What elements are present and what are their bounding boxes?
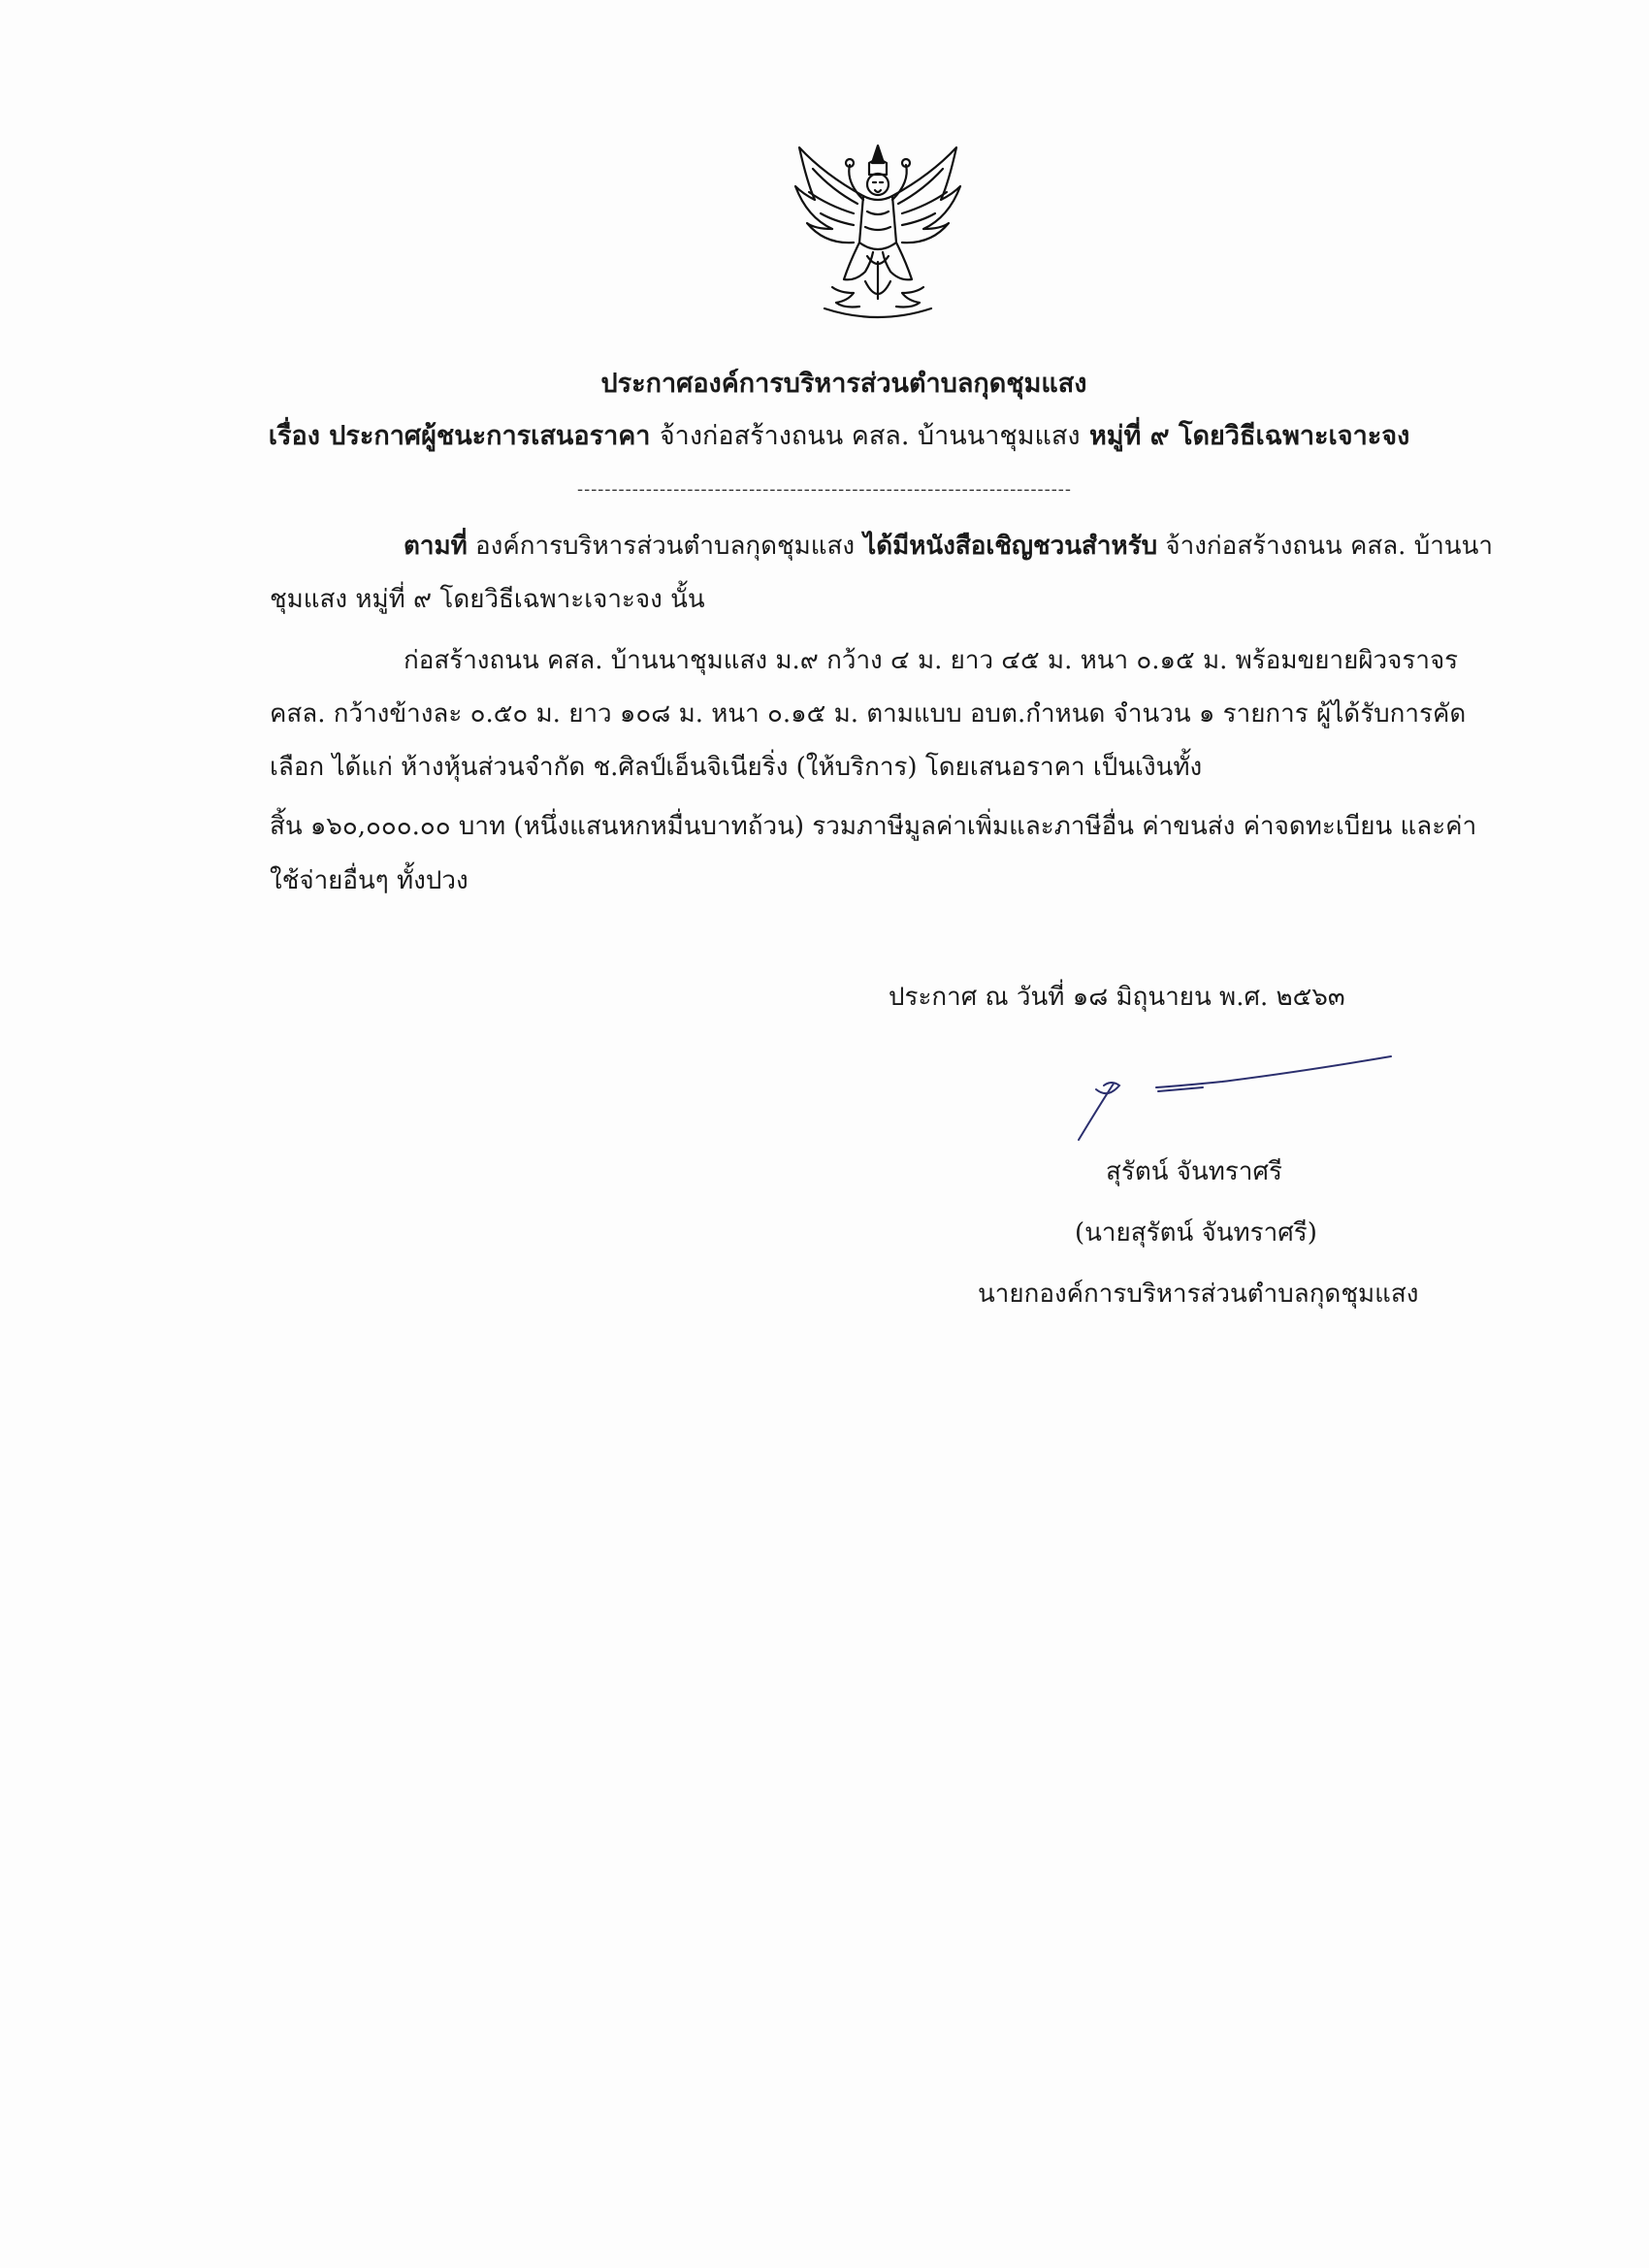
subject-text: จ้างก่อสร้างถนน คสล. บ้านนาชุมแสง [659,421,1081,451]
paragraph-1-line-2: ชุมแสง หมู่ที่ ๙ โดยวิธีเฉพาะเจาะจง นั้น [270,585,705,614]
subject-label: เรื่อง ประกาศผู้ชนะการเสนอราคา [268,421,651,451]
handwritten-signature [1067,1043,1416,1150]
page-title: ประกาศองค์การบริหารส่วนตำบลกุดชุมแสง [600,369,1087,399]
garuda-emblem-icon [786,136,970,330]
p1-rest: จ้างก่อสร้างถนน คสล. บ้านนา [1157,532,1493,561]
paragraph-2-line-4: สิ้น ๑๖๐,๐๐๐.๐๐ บาท (หนึ่งแสนหกหมื่นบาทถ้วน) รวมภาษีมูลค่าเพิ่มและภาษีอื่น ค่าขนส่ง ค่าจดทะเบียน และค่า [270,812,1477,841]
signer-full-name: (นายสุรัตน์ จันทราศรี) [1075,1218,1317,1247]
announcement-date: ประกาศ ณ วันที่ ๑๘ มิถุนายน พ.ศ. ๒๕๖๓ [889,983,1345,1012]
p1-org: องค์การบริหารส่วนตำบลกุดชุมแสง [467,532,856,561]
paragraph-2-line-1: ก่อสร้างถนน คสล. บ้านนาชุมแสง ม.๙ กว้าง ๔ ม. ยาว ๔๕ ม. หนา ๐.๑๕ ม. พร้อมขยายผิวจราจร [404,646,1459,675]
paragraph-2-line-5: ใช้จ่ายอื่นๆ ทั้งปวง [270,866,469,895]
divider-line: ------------------------------------------------------------------------ [577,479,1072,500]
paragraph-2-line-2: คสล. กว้างข้างละ ๐.๕๐ ม. ยาว ๑๐๘ ม. หนา ๐.๑๕ ม. ตามแบบ อบต.กำหนด จำนวน ๑ รายการ ผู้ได้รับการคัด [270,699,1467,729]
signer-name: สุรัตน์ จันทราศรี [1106,1157,1282,1186]
signer-position: นายกองค์การบริหารส่วนตำบลกุดชุมแสง [978,1280,1419,1309]
p1-bold: ได้มีหนังสือเชิญชวนสำหรับ [855,532,1158,561]
paragraph-1-line-1 [404,529,1493,564]
p1-lead: ตามที่ [404,532,468,561]
paragraph-2-line-3: เลือก ได้แก่ ห้างหุ้นส่วนจำกัด ช.ศิลป์เอ็นจิเนียริ่ง (ให้บริการ) โดยเสนอราคา เป็นเงินทั้ง [270,753,1203,782]
subject-line [15,419,1649,454]
subject-tail: หมู่ที่ ๙ โดยวิธีเฉพาะเจาะจง [1088,421,1410,451]
